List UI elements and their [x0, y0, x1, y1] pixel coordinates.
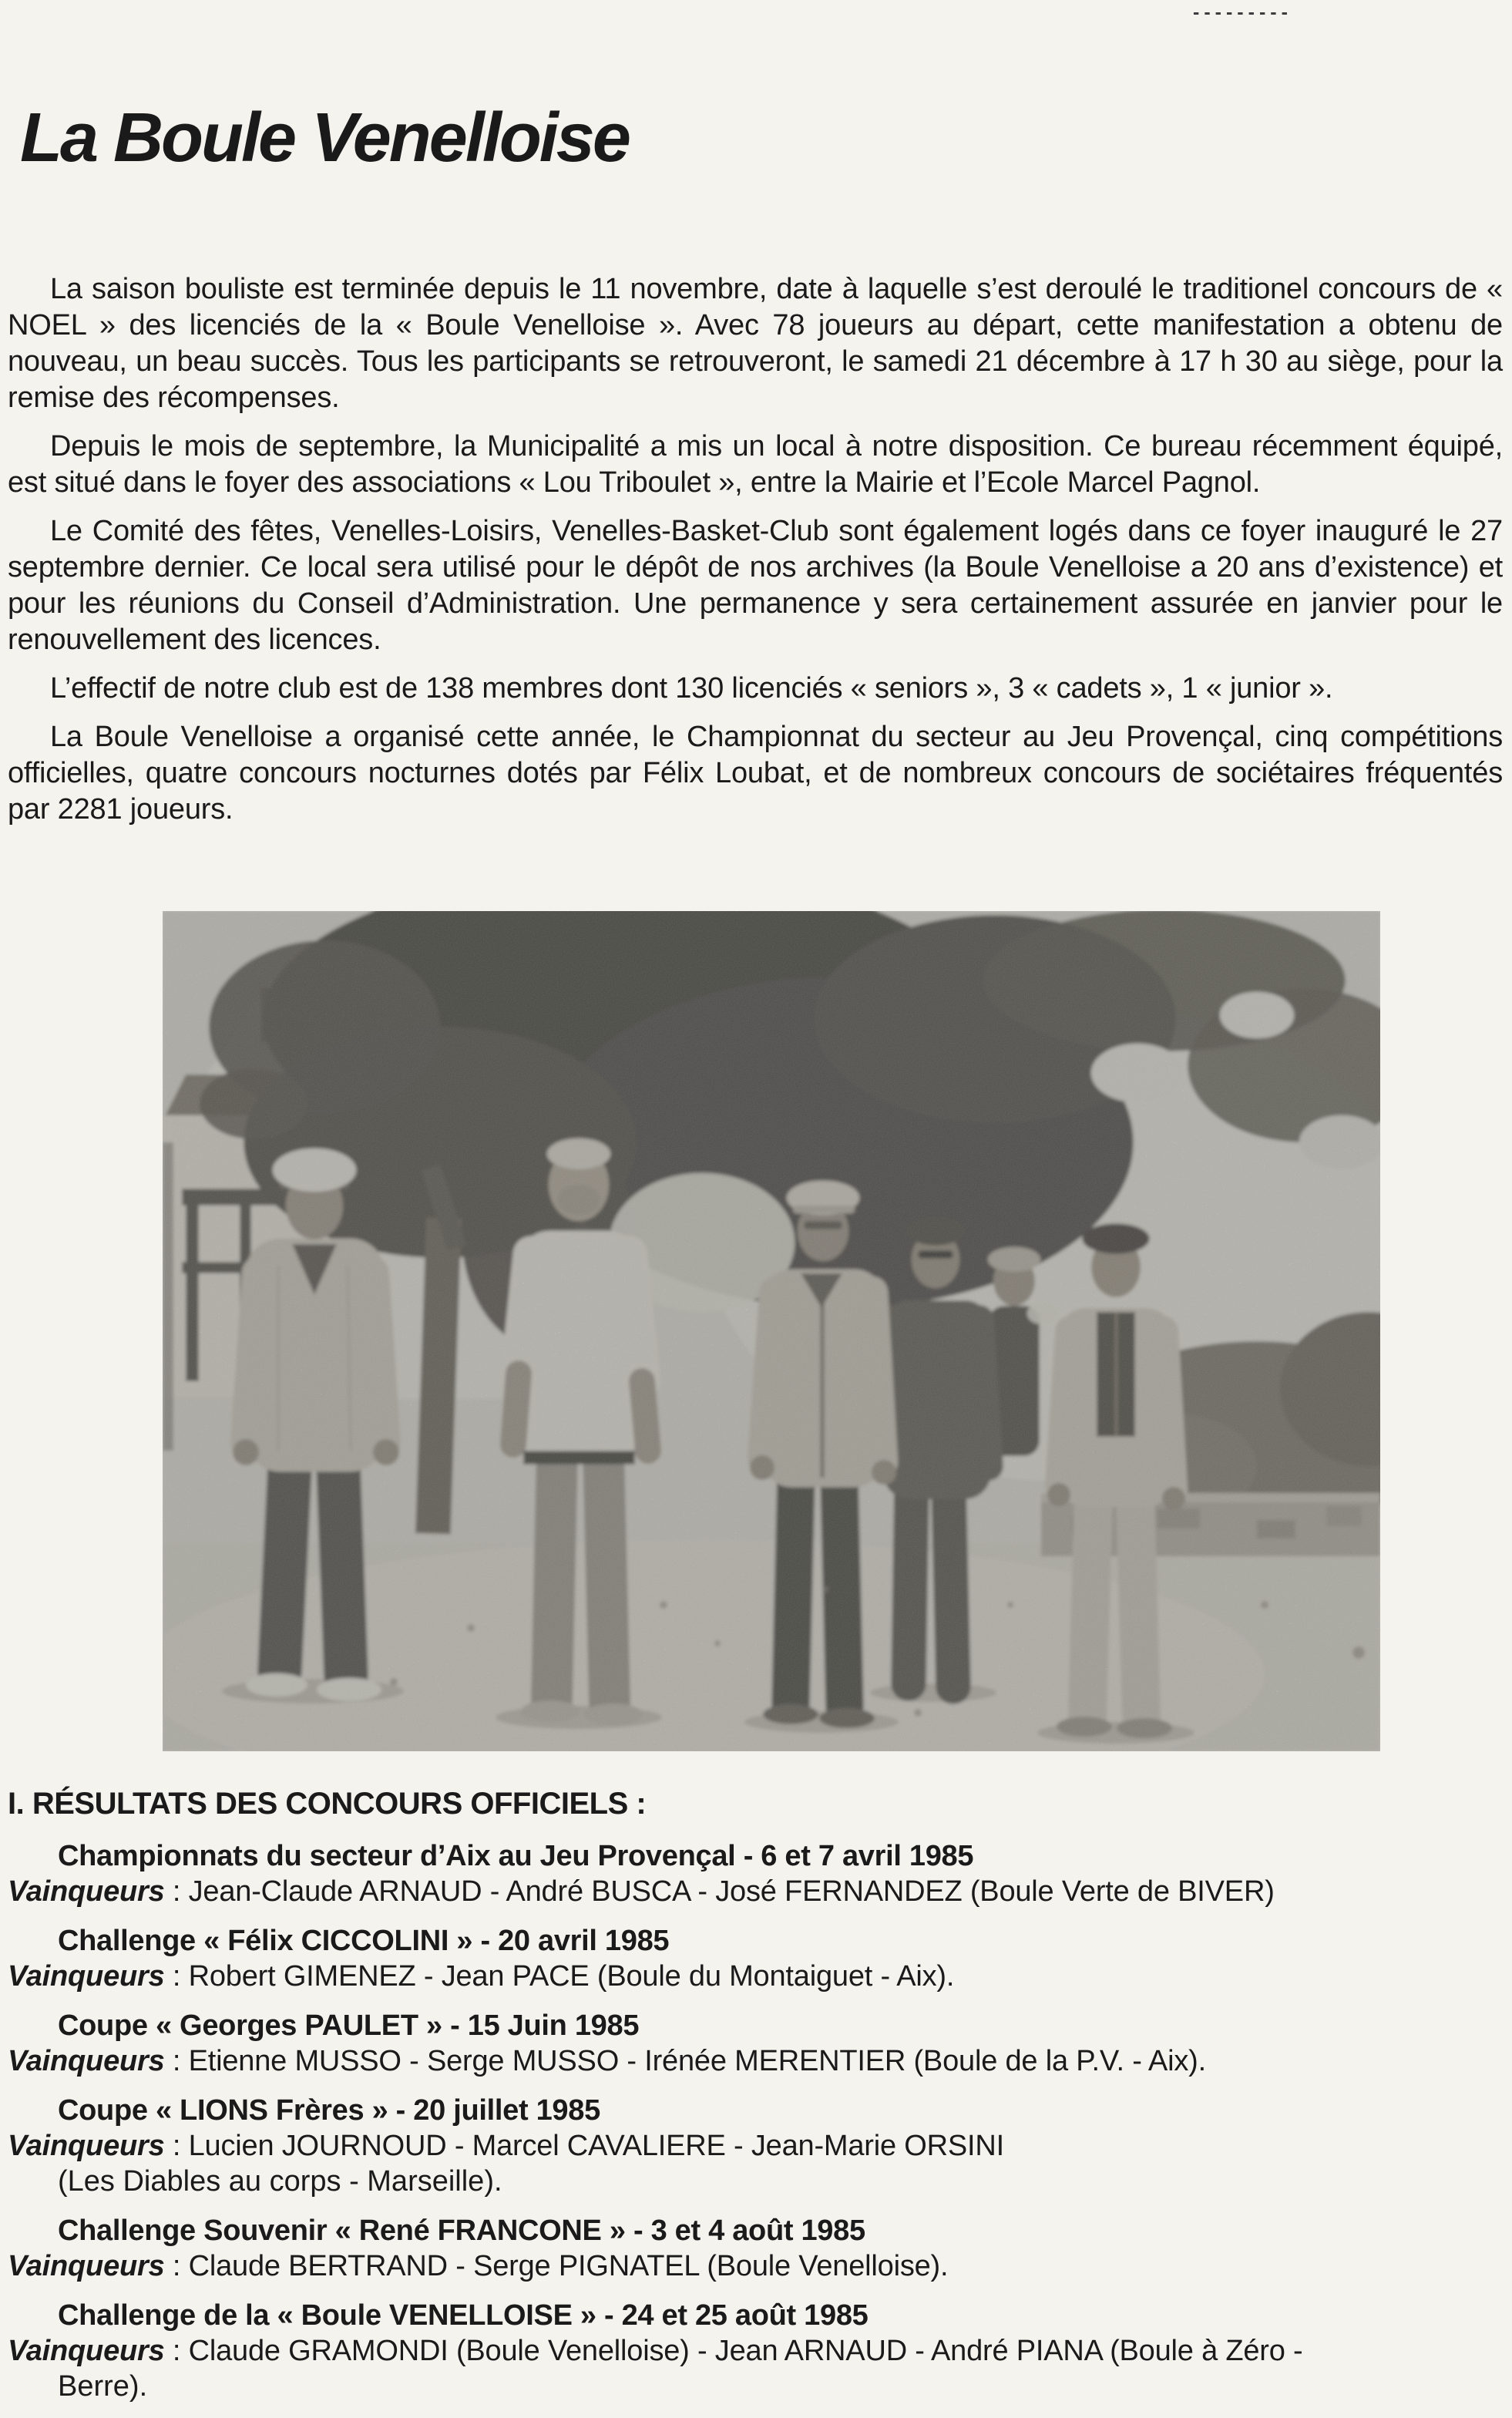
winners-line [8, 2128, 1504, 2164]
paragraph: La Boule Venelloise a organisé cette année, le Championnat du secteur au Jeu Provençal, cinq compétitions officielles, quatre concours nocturnes dotés par Félix Loubat, et de nombreux concours de sociétaires fréquentés par 2281 joueurs. [8, 721, 1503, 826]
paragraph: Depuis le mois de septembre, la Municipalité a mis un local à notre disposition. Ce bureau récemment équipé, est situé dans le foyer des associations « Lou Triboulet », entre la Mairie et l’Ecole Marcel Pagnol. [8, 430, 1503, 499]
result-entry [8, 2093, 1504, 2199]
paragraph: La saison bouliste est terminée depuis le 11 novembre, date à laquelle s’est deroulé le traditionel concours de « NOEL » des licenciés de la « Boule Venelloise ». Avec 78 joueurs au départ, cette manifestation a obtenu de nouveau, un beau succès. Tous les participants se retrouveront, le samedi 21 décembre à 17 h 30 au siège, pour la remise des récompenses. [8, 273, 1503, 414]
page-title: La Boule Venelloise [20, 99, 629, 177]
winners-names: : Lucien JOURNOUD - Marcel CAVALIERE - Jean-Marie ORSINI [164, 2130, 1004, 2162]
competition-title: Coupe « Georges PAULET » - 15 Juin 1985 [58, 2009, 640, 2042]
winners-line [8, 2043, 1504, 2079]
group-photo [163, 911, 1380, 1751]
winners-label: Vainqueurs [8, 1960, 165, 1993]
winners-names: : Claude BERTRAND - Serge PIGNATEL (Boule Venelloise). [164, 2250, 949, 2282]
top-dashed-line: --------- [1193, 2, 1292, 23]
winners-line [8, 2333, 1504, 2369]
competition-title: Challenge « Félix CICCOLINI » - 20 avril 1985 [58, 1925, 670, 1957]
results-section [8, 1787, 1504, 2418]
competition-title: Championnats du secteur d’Aix au Jeu Provençal - 6 et 7 avril 1985 [58, 1840, 974, 1872]
result-entry [8, 2008, 1504, 2079]
winners-label: Vainqueurs [8, 2045, 165, 2077]
winners-continuation: (Les Diables au corps - Marseille). [58, 2165, 502, 2198]
competition-title: Coupe « LIONS Frères » - 20 juillet 1985 [58, 2094, 600, 2127]
winners-line [8, 1874, 1504, 1909]
winners-line [8, 2248, 1504, 2284]
result-entry [8, 1838, 1504, 1909]
winners-label: Vainqueurs [8, 2130, 165, 2162]
result-entry [8, 1923, 1504, 1994]
winners-line [8, 1959, 1504, 1994]
photo-grain-light [163, 911, 1380, 1751]
winners-label: Vainqueurs [8, 1875, 165, 1908]
winners-names: : Claude GRAMONDI (Boule Venelloise) - Jean ARNAUD - André PIANA (Boule à Zéro - [164, 2335, 1303, 2367]
results-heading: I. RÉSULTATS DES CONCOURS OFFICIELS : [8, 1787, 647, 1821]
winners-continuation: Berre). [58, 2370, 148, 2403]
result-entry [8, 2213, 1504, 2284]
winners-names: : Jean-Claude ARNAUD - André BUSCA - José FERNANDEZ (Boule Verte de BIVER) [164, 1875, 1275, 1908]
competition-title: Challenge de la « Boule VENELLOISE » - 24 et 25 août 1985 [58, 2299, 869, 2332]
result-entry [8, 2298, 1504, 2404]
article-body [8, 271, 1503, 840]
group-photo-svg [163, 911, 1380, 1751]
competition-title: Challenge Souvenir « René FRANCONE » - 3 et 4 août 1985 [58, 2215, 865, 2247]
winners-names: : Etienne MUSSO - Serge MUSSO - Irénée MERENTIER (Boule de la P.V. - Aix). [164, 2045, 1206, 2077]
winners-label: Vainqueurs [8, 2335, 165, 2367]
winners-names: : Robert GIMENEZ - Jean PACE (Boule du Montaiguet - Aix). [164, 1960, 955, 1993]
paragraph: L’effectif de notre club est de 138 membres dont 130 licenciés « seniors », 3 « cadets », 1 « junior ». [50, 672, 1333, 705]
paragraph: Le Comité des fêtes, Venelles-Loisirs, Venelles-Basket-Club sont également logés dans ce foyer inauguré le 27 septembre dernier. Ce local sera utilisé pour le dépôt de nos archives (la Boule Venelloise a 20 ans d’existence) et pour les réunions du Conseil d’Administration. Une permanence y sera certainement assurée en janvier pour le renouvellement des licences. [8, 515, 1503, 656]
winners-label: Vainqueurs [8, 2250, 165, 2282]
